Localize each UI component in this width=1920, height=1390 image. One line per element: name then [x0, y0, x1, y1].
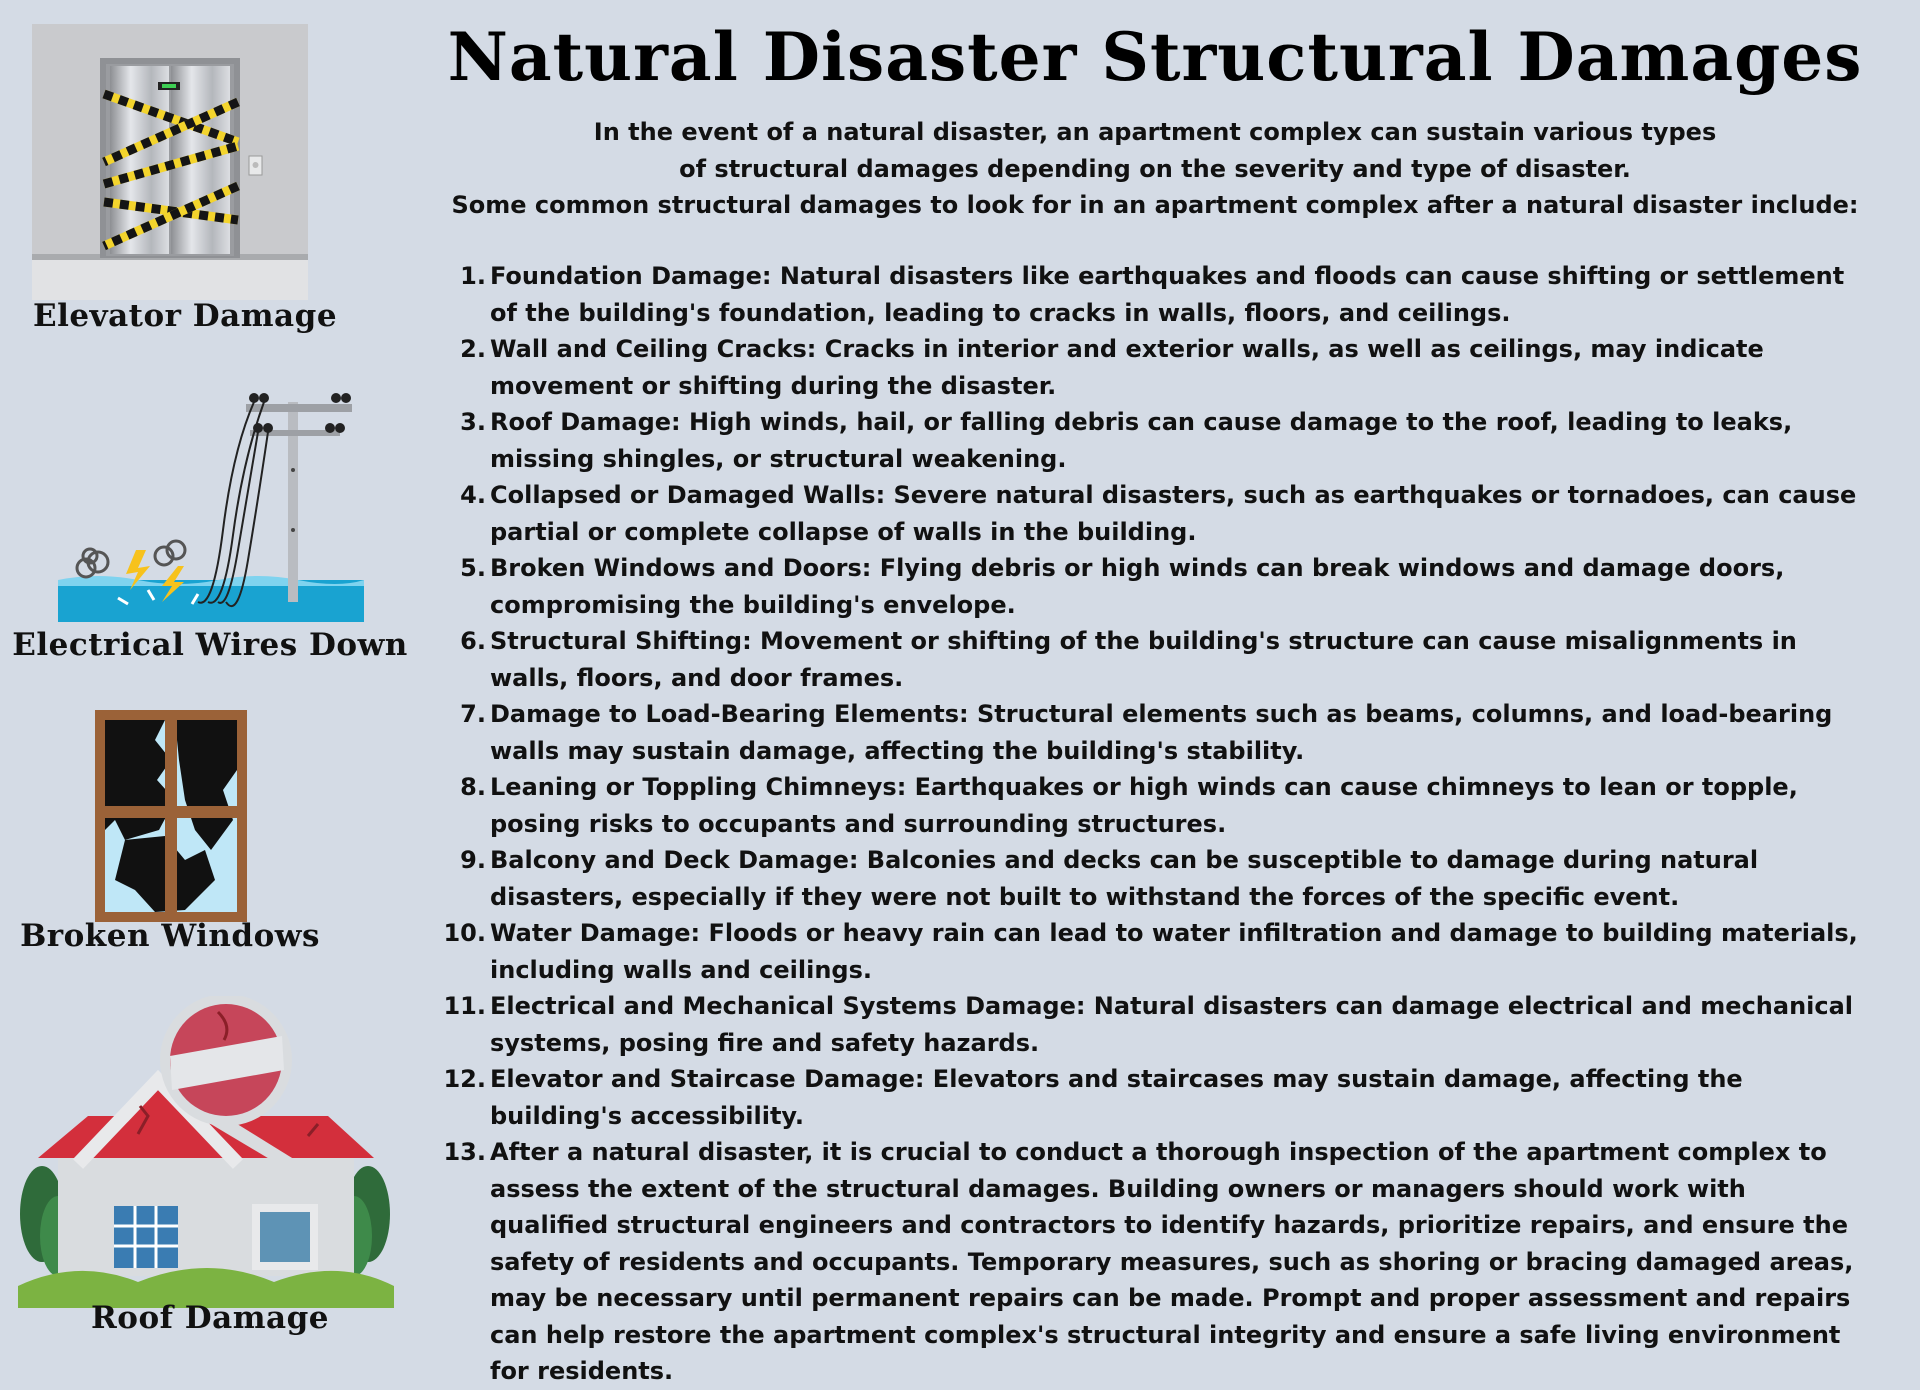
- item-text: Damage to Load-Bearing Elements: Structural elements such as beams, columns, and load-bearing walls may sustain damage, affecting the building's stability.: [490, 700, 1833, 765]
- item-number: 9.: [460, 846, 486, 874]
- item-number: 11.: [443, 992, 486, 1020]
- damage-list: [430, 258, 1870, 1390]
- list-item: [430, 331, 1870, 404]
- list-item: [430, 1061, 1870, 1134]
- item-text: Electrical and Mechanical Systems Damage: Natural disasters can damage electrical and mechanical systems, posing fire and safety hazards.: [490, 992, 1854, 1057]
- page-title: Natural Disaster Structural Damages: [447, 18, 1863, 96]
- item-text: Collapsed or Damaged Walls: Severe natural disasters, such as earthquakes or tornadoes, can cause partial or complete collapse of walls in the building.: [490, 481, 1857, 546]
- intro-line: Some common structural damages to look for in an apartment complex after a natural disaster include:: [451, 191, 1859, 219]
- item-number: 13.: [443, 1138, 486, 1166]
- content-area: [420, 0, 1920, 1385]
- list-item: [430, 769, 1870, 842]
- intro-paragraph: [420, 114, 1890, 224]
- electrical-wires-illustration: [58, 390, 368, 632]
- list-item: [430, 915, 1870, 988]
- item-number: 8.: [460, 773, 486, 801]
- item-text: Elevator and Staircase Damage: Elevators and staircases may sustain damage, affecting the building's accessibility.: [490, 1065, 1743, 1130]
- list-item: [430, 550, 1870, 623]
- item-number: 1.: [460, 262, 486, 290]
- item-text: Foundation Damage: Natural disasters like earthquakes and floods can cause shifting or settlement of the building's foundation, leading to cracks in walls, floors, and ceilings.: [490, 262, 1845, 327]
- item-text: Wall and Ceiling Cracks: Cracks in interior and exterior walls, as well as ceilings, may indicate movement or shifting during the disaster.: [490, 335, 1764, 400]
- list-item: [430, 842, 1870, 915]
- item-number: 3.: [460, 408, 486, 436]
- intro-line: In the event of a natural disaster, an apartment complex can sustain various types: [593, 118, 1717, 146]
- item-number: 5.: [460, 554, 486, 582]
- item-text: Structural Shifting: Movement or shifting of the building's structure can cause misalignments in walls, floors, and door frames.: [490, 627, 1797, 692]
- item-text: Broken Windows and Doors: Flying debris or high winds can break windows and damage doors, compromising the building's envelope.: [490, 554, 1785, 619]
- item-text: After a natural disaster, it is crucial to conduct a thorough inspection of the apartment complex to assess the extent of the structural damages. Building owners or managers should work with qualified structural engineers and contractors to identify hazards, prioritize repairs, and ensure the safety of residents and occupants. Temporary measures, such as shoring or bracing damaged areas, may be necessary until permanent repairs can be made. Prompt and proper assessment and repairs can help restore the apartment complex's structural integrity and ensure a safe living environment for residents.: [490, 1138, 1854, 1385]
- roof-damage-illustration: [18, 996, 394, 1308]
- list-item: [430, 696, 1870, 769]
- item-number: 12.: [443, 1065, 486, 1093]
- list-item: [430, 404, 1870, 477]
- item-number: 10.: [443, 919, 486, 947]
- item-number: 6.: [460, 627, 486, 655]
- illustration-sidebar: [0, 0, 420, 1360]
- item-number: 2.: [460, 335, 486, 363]
- item-text: Roof Damage: High winds, hail, or falling debris can cause damage to the roof, leading to leaks, missing shingles, or structural weakening.: [490, 408, 1793, 473]
- broken-windows-illustration: [95, 710, 247, 922]
- elevator-damage-illustration: [32, 24, 308, 300]
- list-item: [430, 258, 1870, 331]
- caption-elevator-damage: Elevator Damage: [32, 298, 338, 334]
- item-text: Leaning or Toppling Chimneys: Earthquakes or high winds can cause chimneys to lean or topple, posing risks to occupants and surrounding structures.: [490, 773, 1798, 838]
- item-text: Balcony and Deck Damage: Balconies and decks can be susceptible to damage during natural disasters, especially if they were not built to withstand the forces of the specific event.: [490, 846, 1759, 911]
- item-number: 4.: [460, 481, 486, 509]
- list-item: [430, 1134, 1870, 1390]
- list-item: [430, 477, 1870, 550]
- item-text: Water Damage: Floods or heavy rain can lead to water infiltration and damage to building materials, including walls and ceilings.: [490, 919, 1858, 984]
- intro-line: of structural damages depending on the severity and type of disaster.: [679, 154, 1631, 183]
- caption-electrical-wires-down: Electrical Wires Down: [12, 627, 408, 663]
- list-item: [430, 623, 1870, 696]
- list-item: [430, 988, 1870, 1061]
- caption-roof-damage: Roof Damage: [91, 1300, 329, 1336]
- caption-broken-windows: Broken Windows: [20, 918, 320, 954]
- item-number: 7.: [460, 700, 486, 728]
